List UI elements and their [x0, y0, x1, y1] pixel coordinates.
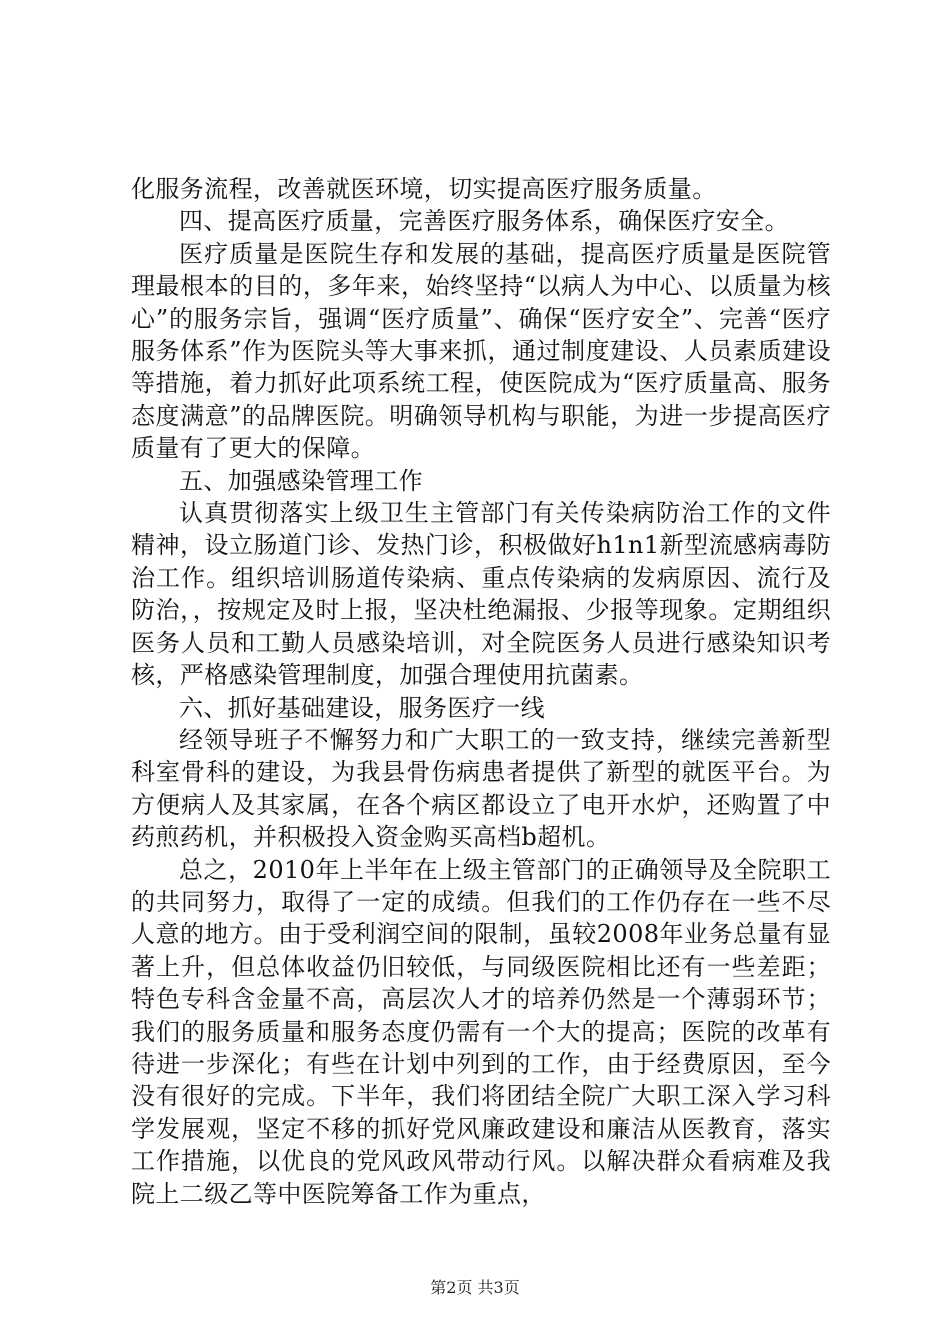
heading-section-5: 五、加强感染管理工作: [179, 466, 423, 495]
paragraph-infrastructure: 经领导班子不懈努力和广大职工的一致支持，继续完善新型科室骨科的建设，为我县骨伤病患者提供了新型的就医平台。为方便病人及其家属，在各个病区都设立了电开水炉，还购置了中药煎药机，并积极投入资金购买高档b超机。: [131, 725, 831, 852]
paragraph-1: 化服务流程，改善就医环境，切实提高医疗服务质量。: [131, 175, 717, 203]
paragraph-medical-quality: 医疗质量是医院生存和发展的基础，提高医疗质量是医院管理最根本的目的，多年来，始终坚持“以病人为中心、以质量为核心”的服务宗旨，强调“医疗质量”、确保“医疗安全”、完善“医疗服务体系”作为医院头等大事来抓，通过制度建设、人员素质建设等措施，着力抓好此项系统工程，使医院成为“医疗质量高、服务态度满意”的品牌医院。明确领导机构与职能，为进一步提高医疗质量有了更大的保障。: [131, 239, 831, 463]
body-text: [131, 173, 831, 1210]
heading-section-4: 四、提高医疗质量，完善医疗服务体系，确保医疗安全。: [179, 207, 789, 236]
heading-section-6: 六、抓好基础建设，服务医疗一线: [179, 693, 545, 722]
paragraph-summary: 总之，2010年上半年在上级主管部门的正确领导及全院职工的共同努力，取得了一定的成绩。但我们的工作仍存在一些不尽人意的地方。由于受利润空间的限制，虽较2008年业务总量有显著上升，但总体收益仍旧较低，与同级医院相比还有一些差距；特色专科含金量不高，高层次人才的培养仍然是一个薄弱环节；我们的服务质量和服务态度仍需有一个大的提高；医院的改革有待进一步深化；有些在计划中列到的工作，由于经费原因，至今没有很好的完成。下半年，我们将团结全院广大职工深入学习科学发展观，坚定不移的抓好党风廉政建设和廉洁从医教育，落实工作措施，以优良的党风政风带动行风。以解决群众看病难及我院上二级乙等中医院筹备工作为重点，: [131, 855, 831, 1208]
paragraph-infection-management: 认真贯彻落实上级卫生主管部门有关传染病防治工作的文件精神，设立肠道门诊、发热门诊，积极做好h1n1新型流感病毒防治工作。组织培训肠道传染病、重点传染病的发病原因、流行及防治，，按规定及时上报，坚决杜绝漏报、少报等现象。定期组织医务人员和工勤人员感染培训，对全院医务人员进行感染知识考核，严格感染管理制度，加强合理使用抗菌素。: [131, 499, 831, 690]
page-number-footer: 第2页 共3页: [430, 1278, 520, 1297]
